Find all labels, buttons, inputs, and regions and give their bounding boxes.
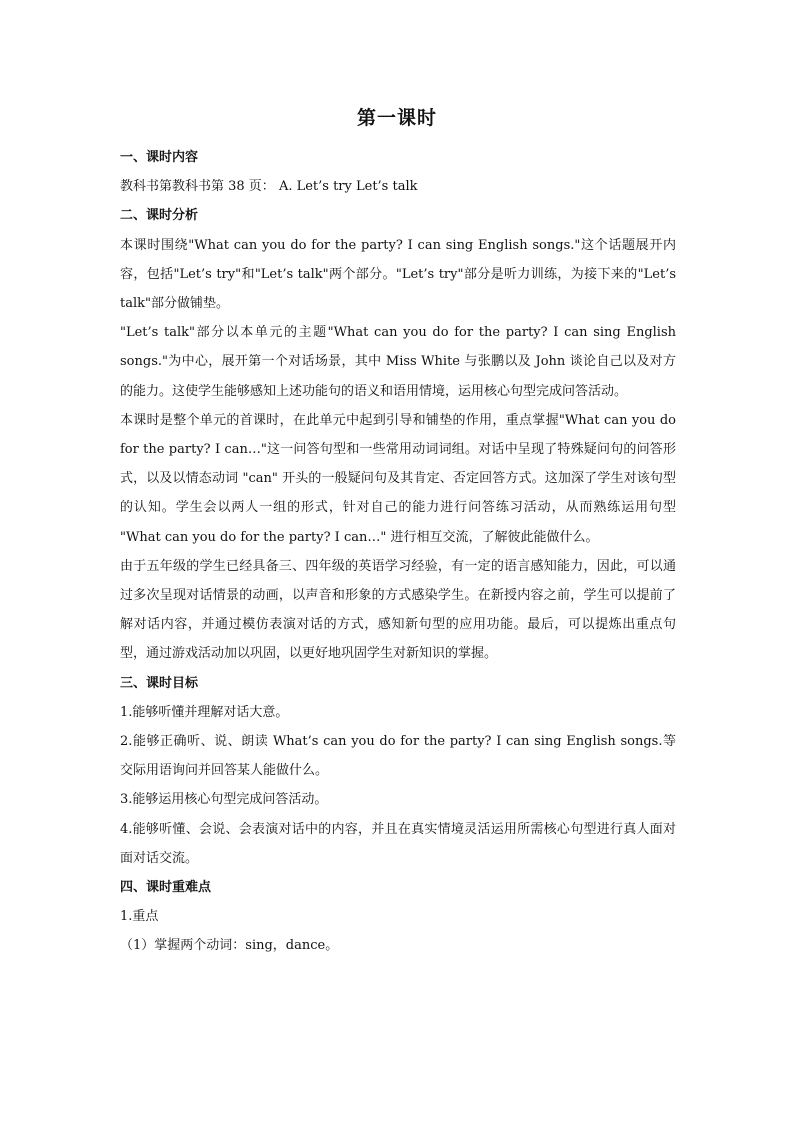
key-points-subheading: 1.重点 <box>120 909 159 925</box>
key-point-item-1: （1）掌握两个动词：sing，dance。 <box>120 938 339 954</box>
goal-item-3: 3.能够运用核心句型完成问答活动。 <box>120 792 328 808</box>
analysis-paragraph-3: 本课时是整个单元的首课时，在此单元中起到引导和铺垫的作用，重点掌握"What can you do for the party? I can…"这一问答句型和一些常用动词词组。对话中呈现了特殊疑问句的问答形式，以及以情态动词 "can" 开头的一般疑问句及其肯定、否定回答方式。这加深了学生对该句型的认知。学生会以两人一组的形式，针对自己的能力进行问答练习活动，从而熟练运用句型 "What can you do for the party? I can…" 进行相互交流，了解彼此能做什么。 <box>120 412 676 545</box>
page-title: 第一课时 <box>356 107 437 129</box>
section-heading-goals: 三、课时目标 <box>120 675 199 691</box>
section-heading-analysis: 二、课时分析 <box>120 208 199 224</box>
document-body <box>120 143 676 961</box>
section-heading-content: 一、课时内容 <box>120 150 199 165</box>
analysis-paragraph-1: 本课时围绕"What can you do for the party? I can sing English songs."这个话题展开内容，包括"Let’s try"和"Let’s talk"两个部分。"Let’s try"部分是听力训练，为接下来的"Let’s talk"部分做铺垫。 <box>120 237 676 312</box>
goal-item-1: 1.能够听懂并理解对话大意。 <box>120 704 289 720</box>
analysis-paragraph-4: 由于五年级的学生已经具备三、四年级的英语学习经验，有一定的语言感知能力，因此，可以通过多次呈现对话情景的动画，以声音和形象的方式感染学生。在新授内容之前，学生可以提前了解对话内容，并通过模仿表演对话的方式，感知新句型的应用功能。最后，可以提炼出重点句型，通过游戏活动加以巩固，以更好地巩固学生对新知识的掌握。 <box>120 558 676 662</box>
lesson-content-text: 教科书第教科书第 38 页： A. Let’s try Let’s talk <box>120 179 418 195</box>
section-heading-key-points: 四、课时重难点 <box>120 880 212 896</box>
goal-item-2: 2.能够正确听、说、朗读 What’s can you do for the party? I can sing English songs.等交际用语询问并回答某人能做什么。 <box>120 734 676 779</box>
analysis-paragraph-2: "Let’s talk"部分以本单元的主题"What can you do for the party? I can sing English songs."为中心，展开第一个对话场景，其中 Miss White 与张鹏以及 John 谈论自己以及对方的能力。这使学生能够感知上述功能句的语义和语用情境，运用核心句型完成问答活动。 <box>120 325 676 399</box>
goal-item-4: 4.能够听懂、会说、会表演对话中的内容，并且在真实情境灵活运用所需核心句型进行真人面对面对话交流。 <box>120 821 676 866</box>
